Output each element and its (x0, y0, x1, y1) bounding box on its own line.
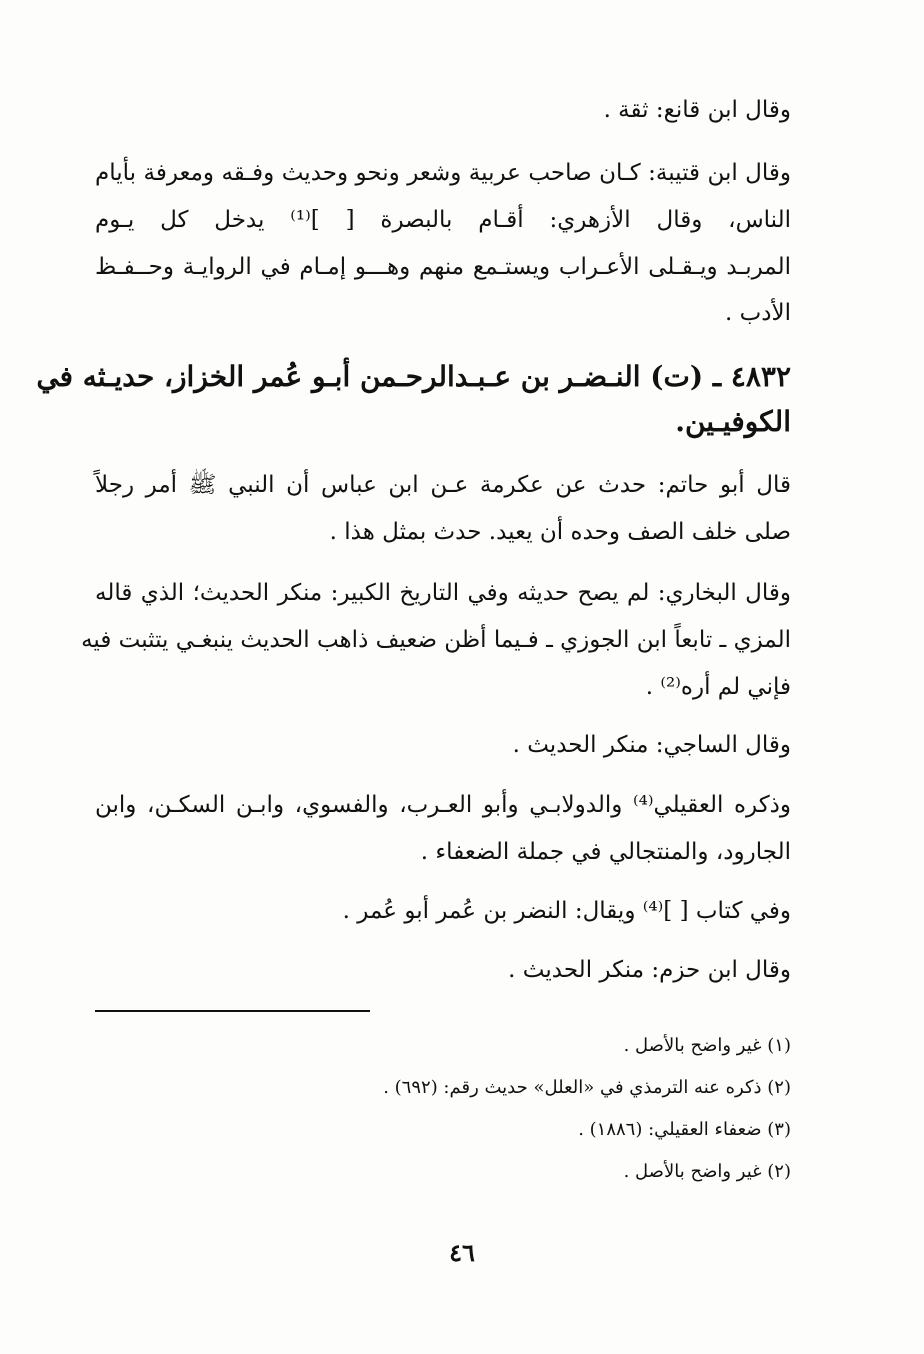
footnote: (٢) غير واضح بالأصل . (623, 1161, 791, 1182)
footnote: (٢) ذكره عنه الترمذي في «العلل» حديث رقم: (٦٩٢) . (383, 1077, 791, 1098)
text-line: وقال البخاري: لم يصح حديثه وفي التاريخ الكبير: منكر الحديث؛ الذي قاله (95, 580, 791, 606)
text-line: وقال الساجي: منكر الحديث . (512, 732, 791, 758)
text-line: وقال ابن قانع: ثقة . (603, 97, 791, 123)
footnote: (١) غير واضح بالأصل . (623, 1035, 791, 1056)
text-line: الأدب . (724, 300, 791, 326)
text-line: الجارود، والمنتجالي في جملة الضعفاء . (420, 839, 791, 865)
page-body (36, 0, 792, 1354)
text-line: قال أبو حاتم: حدث عن عكرمة عـن ابن عباس أن النبي ﷺ أمر رجلاً (95, 472, 791, 498)
text-line: وفي كتاب [ ]⁽⁴⁾ ويقال: النضر بن عُمر أبو عُمر . (342, 898, 791, 924)
footnote-separator (95, 1010, 370, 1012)
text-line: صلى خلف الصف وحده أن يعيد. حدث بمثل هذا . (329, 519, 791, 545)
entry-heading: الكوفيـين. (675, 405, 791, 438)
text-line: فإني لم أره⁽²⁾ . (645, 674, 791, 700)
text-line: وذكره العقيلي⁽⁴⁾ والدولابـي وأبو العـرب، والفسوي، وابـن السكـن، وابن (95, 792, 791, 818)
entry-heading: ٤٨٣٢ ـ (ت) النـضـر بن عـبـدالرحـمن أبـو عُمر الخزاز، حديـثه في (36, 360, 791, 393)
text-line: الناس، وقال الأزهري: أقـام بالبصرة [ ]⁽¹⁾ يدخل كل يـوم (95, 207, 791, 233)
text-line: وقال ابن قتيبة: كـان صاحب عربية وشعر ونحو وحديث وفـقه ومعرفة بأيام (95, 160, 791, 186)
text-line: المربـد ويـقـلى الأعـراب ويستـمع منهم وهـــو إمـام في الروايـة وحــفـظ (95, 254, 792, 280)
text-line: وقال ابن حزم: منكر الحديث . (508, 957, 791, 983)
footnote: (٣) ضعفاء العقيلي: (١٨٨٦) . (578, 1119, 791, 1140)
page-number: ٤٦ (449, 1238, 475, 1267)
text-line: المزي ـ تابعاً ابن الجوزي ـ فـيما أظن ضعيف ذاهب الحديث ينبغـي يتثبت فيه (81, 627, 791, 653)
